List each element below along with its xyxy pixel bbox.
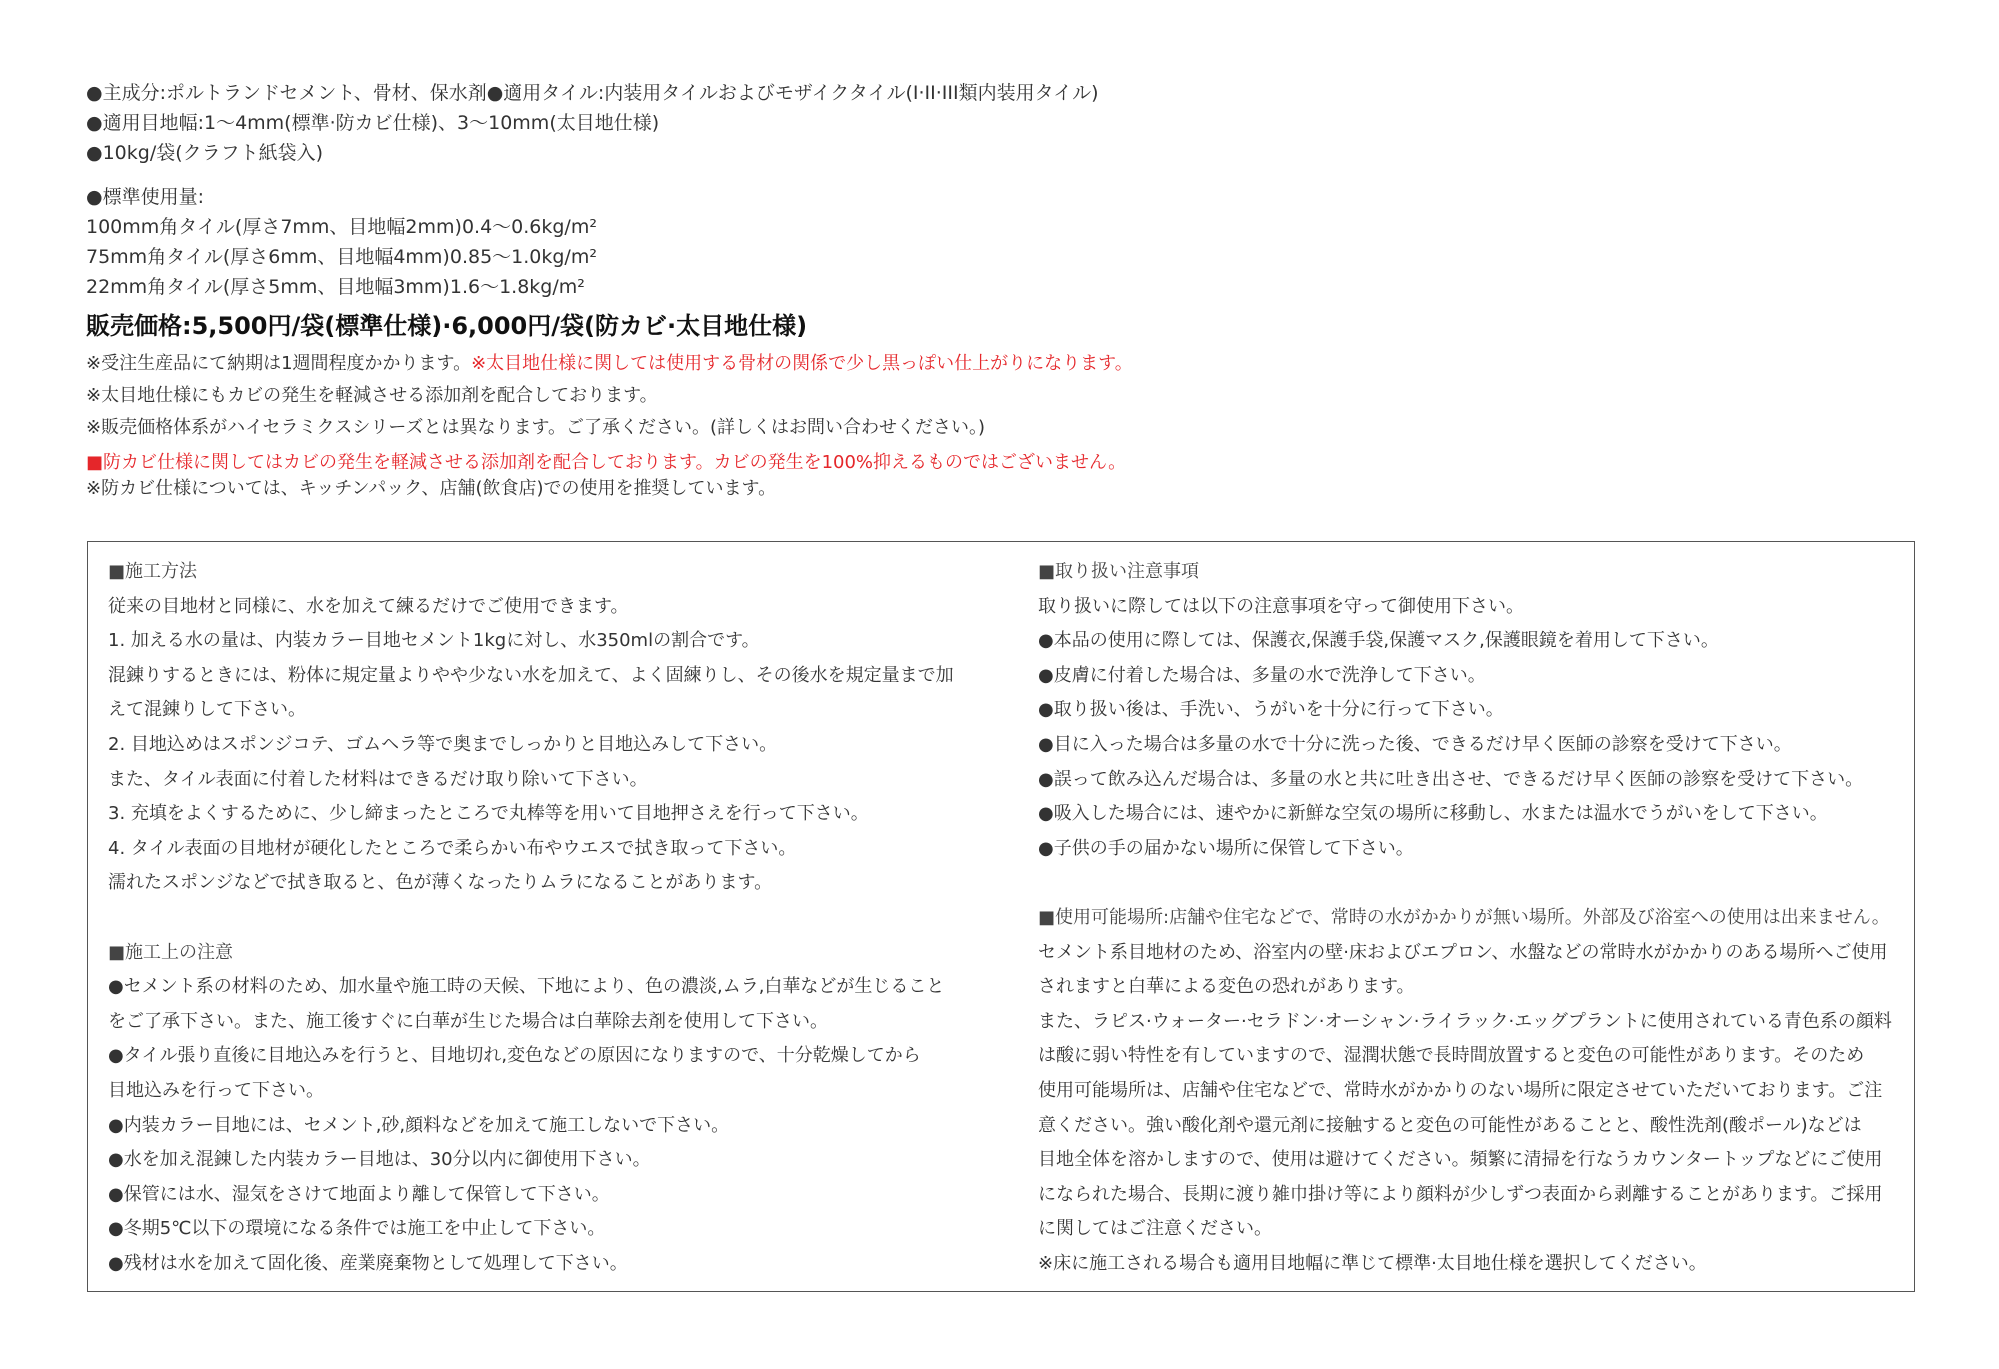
method-line: 4. タイル表面の目地材が硬化したところで柔らかい布やウエスで拭き取って下さい。 [108, 837, 797, 859]
caution-line: ●セメント系の材料のため、加水量や施工時の天候、下地により、色の濃淡,ムラ,白華などが生じること [108, 976, 945, 998]
usable-line: 目地全体を溶かしますので、使用は避けてください。頻繁に清掃を行なうカウンタートップなどにご使用 [1038, 1149, 1883, 1171]
warning-mold: ■防カビ仕様に関してはカビの発生を軽減させる添加剤を配合しております。カビの発生を100%抑えるものではございません。 [86, 452, 1127, 473]
usage-item: 100mm角タイル(厚さ7mm、目地幅2mm)0.4〜0.6kg/m² [86, 216, 597, 238]
method-line: 混錬りするときには、粉体に規定量よりやや少ない水を加えて、よく固練りし、その後水を規定量まで加 [108, 664, 954, 686]
caution-line: をご了承下さい。また、施工後すぐに白華が生じた場合は白華除去剤を使用して下さい。 [108, 1010, 828, 1032]
usage-item: 22mm角タイル(厚さ5mm、目地幅3mm)1.6〜1.8kg/m² [86, 276, 585, 298]
handling-line: ●子供の手の届かない場所に保管して下さい。 [1038, 837, 1414, 859]
handling-line: ●取り扱い後は、手洗い、うがいを十分に行って下さい。 [1038, 699, 1504, 721]
handling-line: ●目に入った場合は多量の水で十分に洗った後、できるだけ早く医師の診察を受けて下さい。 [1038, 733, 1792, 755]
method-line: また、タイル表面に付着した材料はできるだけ取り除いて下さい。 [108, 768, 648, 790]
caution-line: ●冬期5℃以下の環境になる条件では施工を中止して下さい。 [108, 1218, 606, 1240]
usable-line: 使用可能場所は、店舗や住宅などで、常時水がかかりのない場所に限定させていただいております。ご注 [1038, 1079, 1883, 1101]
caution-line: 目地込みを行って下さい。 [108, 1079, 324, 1101]
handling-line: 取り扱いに際しては以下の注意事項を守って御使用下さい。 [1038, 595, 1524, 617]
caution-line: ●残材は水を加えて固化後、産業廃棄物として処理して下さい。 [108, 1252, 628, 1274]
note-lead-time [86, 348, 1916, 380]
note-pricing: ※販売価格体系がハイセラミクスシリーズとは異なります。ご了承ください。(詳しくはお問い合わせください。) [86, 417, 986, 438]
method-heading: ■施工方法 [108, 561, 198, 582]
usable-line: ※床に施工される場合も適用目地幅に準じて標準·太目地仕様を選択してください。 [1038, 1252, 1707, 1274]
method-line: 1. 加える水の量は、内装カラー目地セメント1kgに対し、水350mlの割合です。 [108, 630, 760, 652]
spec-package: ●10kg/袋(クラフト紙袋入) [86, 142, 324, 164]
usable-line: また、ラピス·ウォーター·セラドン·オーシャン·ライラック·エッグプラントに使用されている青色系の顔料 [1038, 1010, 1892, 1032]
price-line: 販売価格:5,500円/袋(標準仕様)·6,000円/袋(防カビ·太目地仕様) [86, 312, 808, 340]
usable-line: に関してはご注意ください。 [1038, 1218, 1272, 1240]
method-line: 2. 目地込めはスポンジコテ、ゴムヘラ等で奥までしっかりと目地込みして下さい。 [108, 733, 778, 755]
note-additive: ※太目地仕様にもカビの発生を軽減させる添加剤を配合しております。 [86, 385, 658, 406]
usage-heading: ●標準使用量: [86, 186, 204, 208]
usable-line: されますと白華による変色の恐れがあります。 [1038, 976, 1415, 998]
caution-line: ●水を加え混錬した内装カラー目地は、30分以内に御使用下さい。 [108, 1149, 651, 1171]
method-line: 従来の目地材と同様に、水を加えて練るだけでご使用できます。 [108, 595, 629, 617]
caution-line: ●タイル張り直後に目地込みを行うと、目地切れ,変色などの原因になりますので、十分乾燥してから [108, 1045, 921, 1067]
right-column [1038, 555, 1908, 1281]
handling-line: ●本品の使用に際しては、保護衣,保護手袋,保護マスク,保護眼鏡を着用して下さい。 [1038, 630, 1719, 652]
handling-line: ●皮膚に付着した場合は、多量の水で洗浄して下さい。 [1038, 664, 1486, 686]
cautions-heading: ■施工上の注意 [108, 941, 234, 963]
usable-location-heading: ■使用可能場所:店舗や住宅などで、常時の水がかかりが無い場所。外部及び浴室への使用は出来ません。 [1038, 906, 1890, 928]
handling-line: ●誤って飲み込んだ場合は、多量の水と共に吐き出させ、できるだけ早く医師の診察を受けて下さい。 [1038, 768, 1864, 790]
note-recommended-use: ※防カビ仕様については、キッチンパック、店舗(飲食店)での使用を推奨しています。 [86, 478, 777, 499]
product-spec-section [86, 78, 1916, 502]
note-dark-finish: ※太目地仕様に関しては使用する骨材の関係で少し黒っぽい仕上がりになります。 [471, 353, 1133, 374]
usable-line: セメント系目地材のため、浴室内の壁·床およびエプロン、水盤などの常時水がかかりのある場所へご使用 [1038, 941, 1888, 963]
caution-line: ●保管には水、湿気をさけて地面より離して保管して下さい。 [108, 1183, 610, 1205]
caution-line: ●内装カラー目地には、セメント,砂,顔料などを加えて施工しないで下さい。 [108, 1114, 730, 1136]
instructions-box [87, 541, 1915, 1292]
method-line: 濡れたスポンジなどで拭き取ると、色が薄くなったりムラになることがあります。 [108, 872, 773, 894]
note-lead-time-text: ※受注生産品にて納期は1週間程度かかります。 [86, 353, 472, 374]
left-column [108, 555, 1018, 1281]
usage-item: 75mm角タイル(厚さ6mm、目地幅4mm)0.85〜1.0kg/m² [86, 246, 597, 268]
method-line: 3. 充填をよくするために、少し締まったところで丸棒等を用いて目地押さえを行って下さい。 [108, 803, 869, 825]
spec-ingredients: ●主成分:ポルトランドセメント、骨材、保水剤●適用タイル:内装用タイルおよびモザイクタイル(I·II·III類内装用タイル) [86, 82, 1099, 104]
handling-heading: ■取り扱い注意事項 [1038, 561, 1200, 582]
method-line: えて混錬りして下さい。 [108, 699, 306, 721]
usable-line: になられた場合、長期に渡り雑巾掛け等により顔料が少しずつ表面から剥離することがあります。ご採用 [1038, 1183, 1883, 1205]
usable-line: 意ください。強い酸化剤や還元剤に接触すると変色の可能性があることと、酸性洗剤(酸ポール)などは [1038, 1114, 1862, 1136]
usable-line: は酸に弱い特性を有していますので、湿潤状態で長時間放置すると変色の可能性があります。そのため [1038, 1045, 1865, 1067]
spec-joint-width: ●適用目地幅:1〜4mm(標準·防カビ仕様)、3〜10mm(太目地仕様) [86, 112, 660, 134]
handling-line: ●吸入した場合には、速やかに新鮮な空気の場所に移動し、水または温水でうがいをして下さい。 [1038, 803, 1828, 825]
